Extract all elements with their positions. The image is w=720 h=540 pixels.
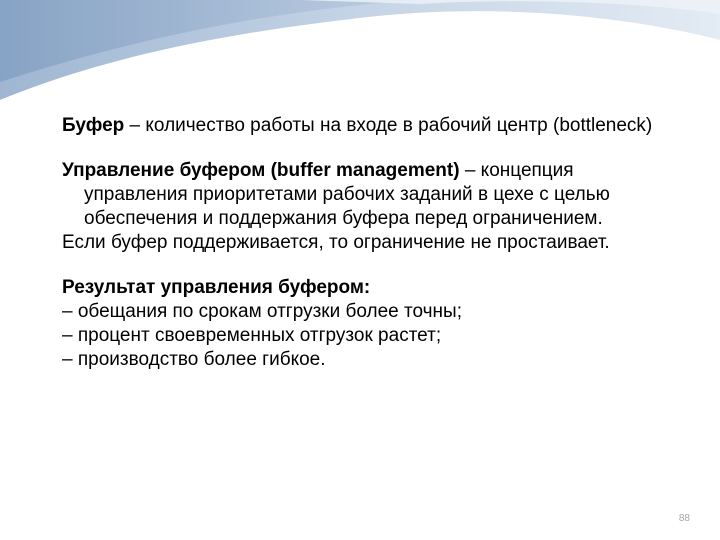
definition-buffer <box>62 114 672 138</box>
page-number: 88 <box>678 513 690 524</box>
definition-buffer-management <box>62 159 672 231</box>
definition-buffer-management-text: – концепция управления приоритетами рабочих заданий в цехе с целью обеспечения и поддержания буфера перед ограничением. <box>84 160 610 229</box>
result-item: – обещания по срокам отгрузки более точны; <box>62 301 462 322</box>
result-heading-text: Результат управления буфером: <box>62 277 371 298</box>
term-buffer: Буфер <box>62 115 125 136</box>
buffer-condition <box>62 231 672 255</box>
definition-buffer-text: – количество работы на входе в рабочий центр (bottleneck) <box>124 115 653 136</box>
term-buffer-management: Управление буфером (buffer management) <box>62 160 460 181</box>
buffer-condition-text: Если буфер поддерживается, то ограничение не простаивает. <box>62 232 610 253</box>
result-item: – процент своевременных отгрузок растет; <box>62 325 442 346</box>
result-heading <box>62 276 672 300</box>
result-item: – производство более гибкое. <box>62 349 326 370</box>
slide-body <box>62 114 672 372</box>
